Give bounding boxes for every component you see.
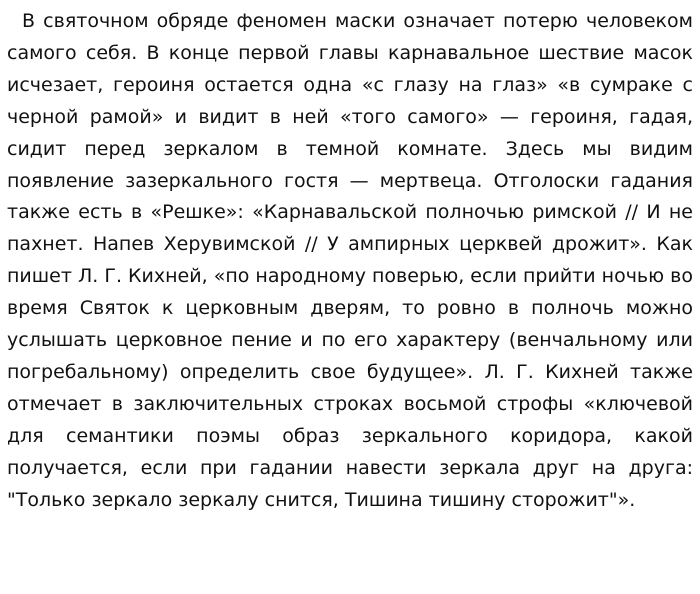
document-page [7,6,693,517]
body-paragraph: В святочном обряде феномен маски означает потерю человеком самого себя. В конце первой главы карнавальное шествие масок исчезает, героиня остается одна «с глазу на глаз» «в сумраке с черной рамой» и видит в ней «того самого» — героиня, гадая, сидит перед зеркалом в темной комнате. Здесь мы видим появление зазеркального гостя — мертвеца. Отголоски гадания также есть в «Решке»: «Карнавальской полночью римской // И не пахнет. Напев Херувимской // У ампирных церквей дрожит». Как пишет Л. Г. Кихней, «по народному поверью, если прийти ночью во время Святок к церковным дверям, то ровно в полночь можно услышать церковное пение и по его характеру (венчальному или погребальному) определить свое будущее». Л. Г. Кихней также отмечает в заключительных строках восьмой строфы «ключевой для семантики поэмы образ зеркального коридора, какой получается, если при гадании навести зеркала друг на друга: "Только зеркало зеркалу снится, Тишина тишину сторожит"». [7,10,693,511]
